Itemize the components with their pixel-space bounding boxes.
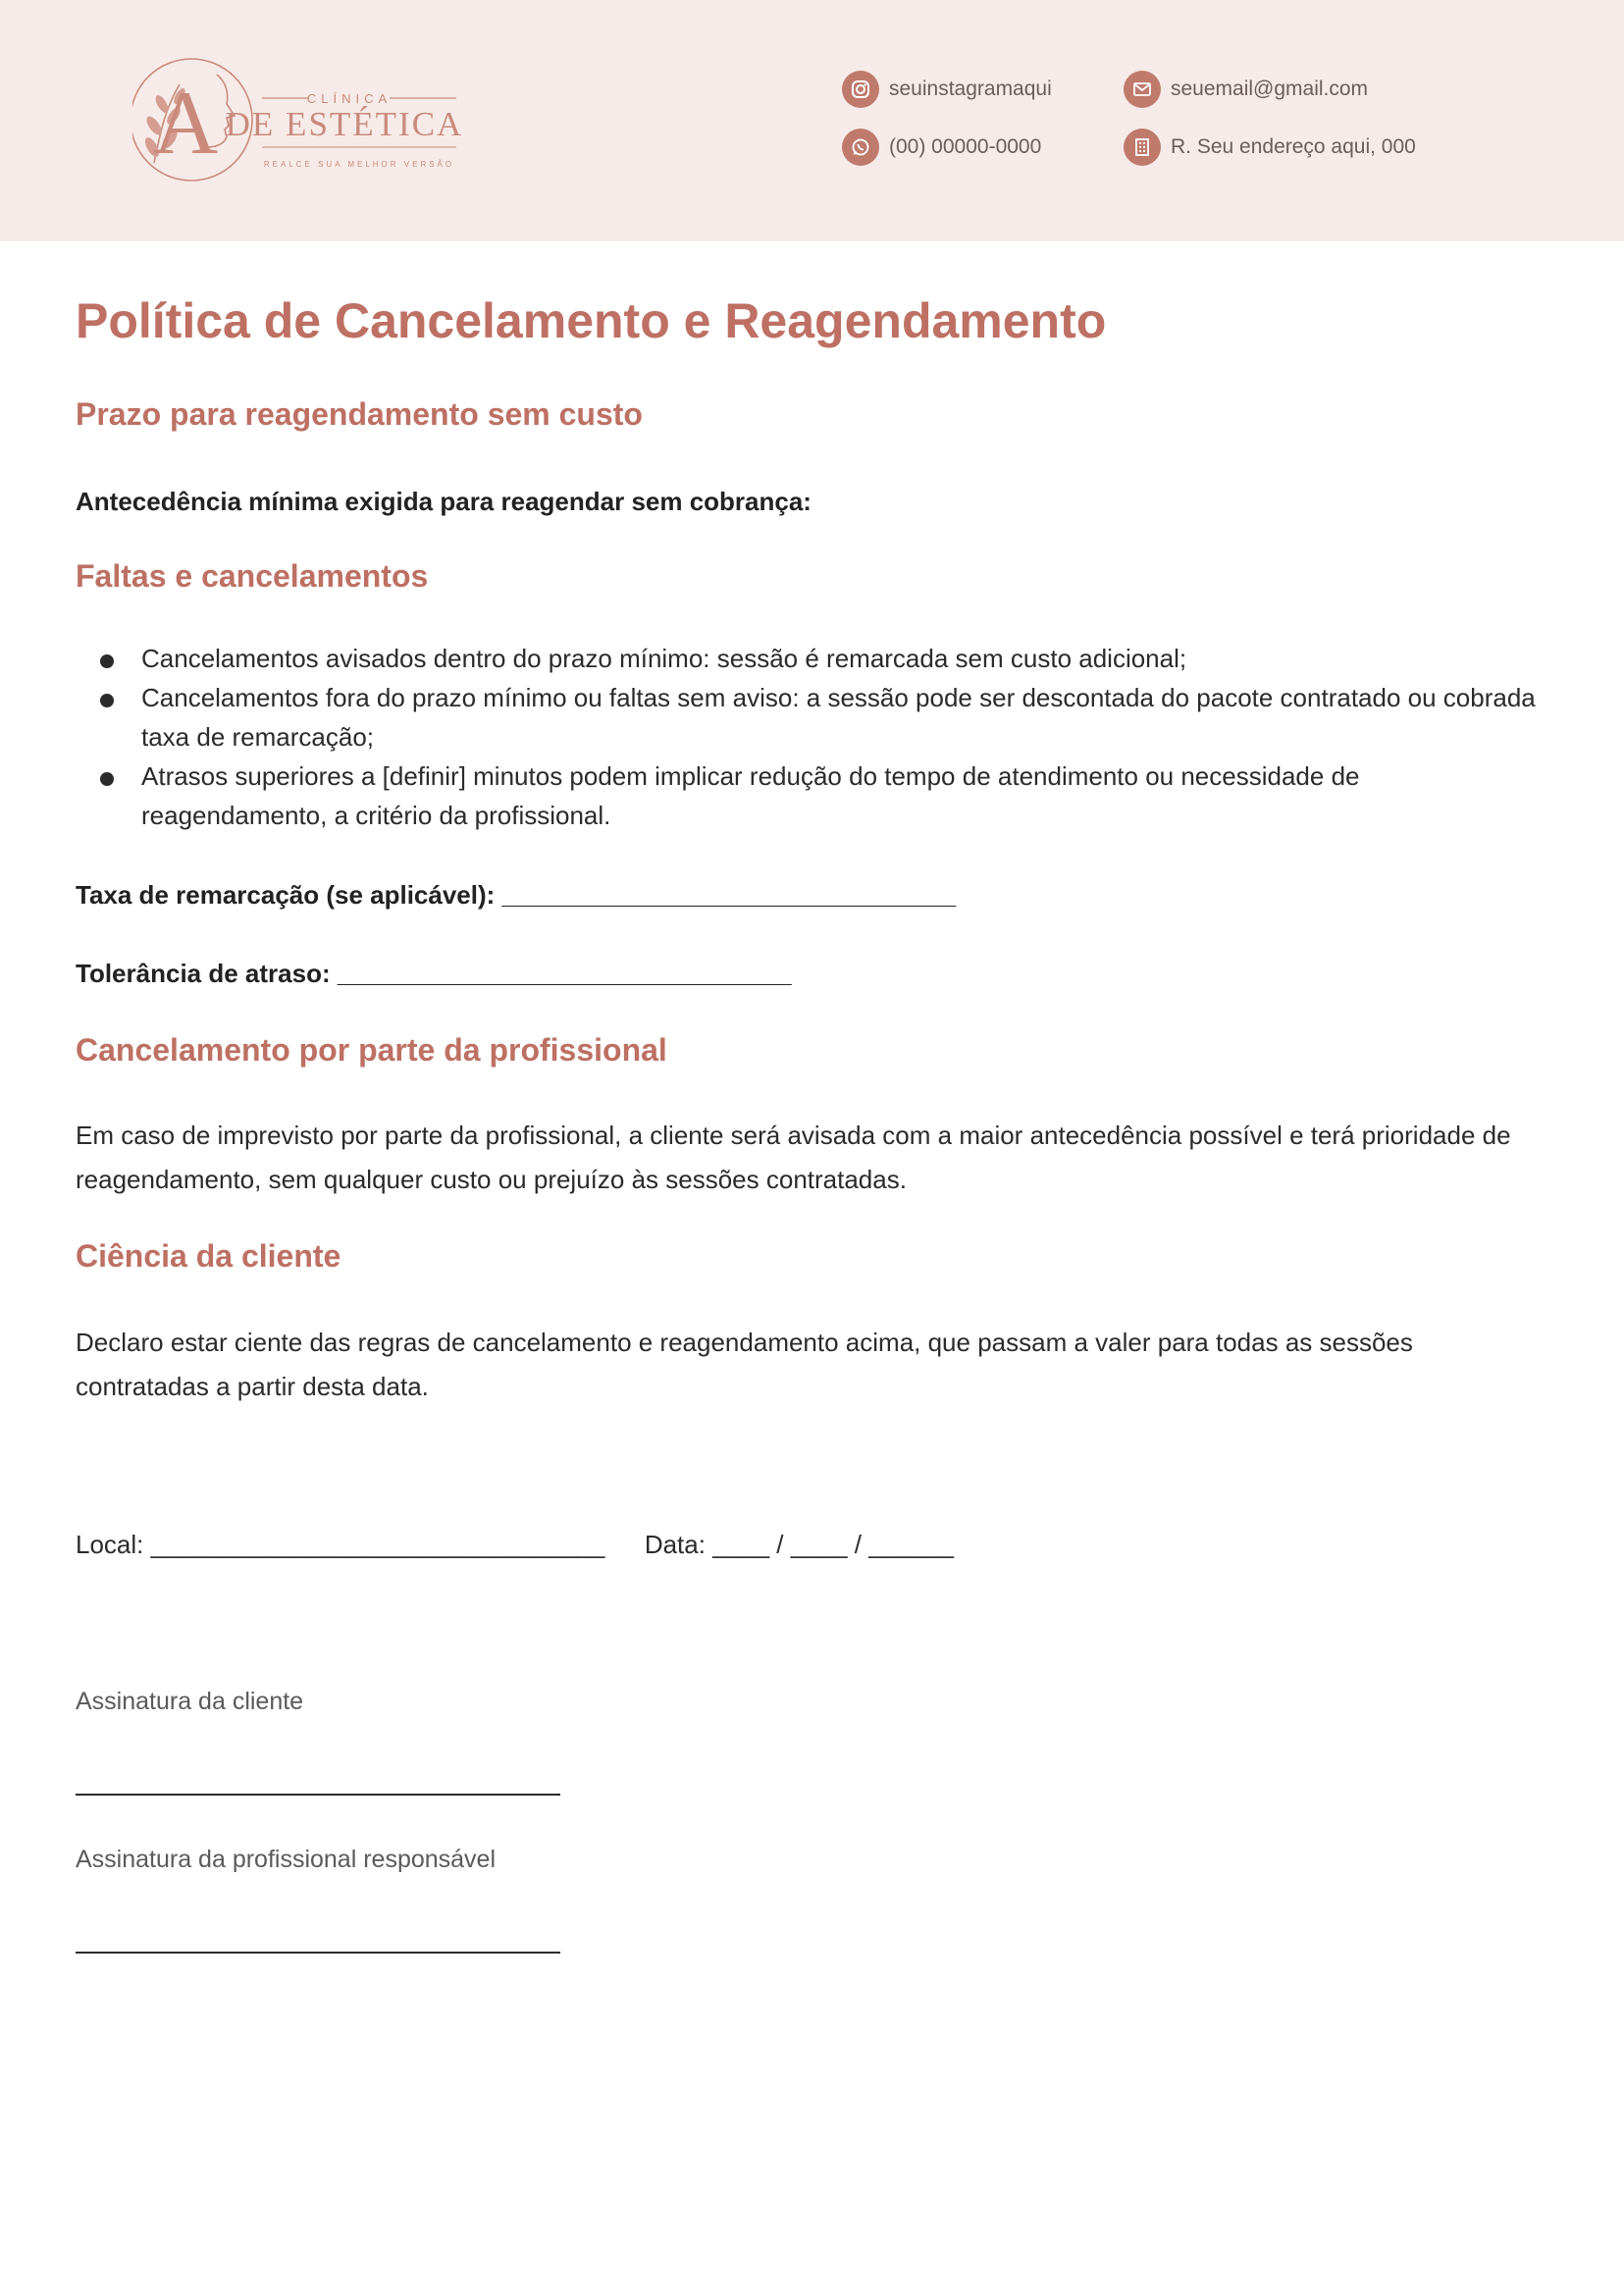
contact-phone[interactable] (842, 129, 1041, 166)
professional-signature-label: Assinatura da profissional responsável (76, 1846, 497, 1873)
envelope-icon (1124, 71, 1161, 108)
section-heading-professional-cancel: Cancelamento por parte da profissional (76, 1032, 667, 1068)
clinic-logo (132, 57, 476, 186)
header-band (0, 0, 1624, 241)
professional-cancel-text: Em caso de imprevisto por parte da profissional, a cliente será avisada com a maior antecedência possível e terá prioridade de reagendamento, sem qualquer custo ou prejuízo às sessões contratadas. (76, 1121, 1511, 1194)
phone-number: (00) 00000-0000 (889, 135, 1042, 158)
rescheduling-fee-label: Taxa de remarcação (se aplicável): (76, 880, 496, 910)
instagram-handle: seuinstagramaqui (889, 78, 1052, 100)
instagram-icon (842, 71, 879, 108)
section-heading-absences: Faltas e cancelamentos (76, 558, 429, 594)
local-date-line (76, 1530, 954, 1560)
professional-signature-line[interactable] (76, 1952, 560, 1954)
address-text: R. Seu endereço aqui, 000 (1171, 135, 1416, 158)
section-heading-client-awareness: Ciência da cliente (76, 1238, 341, 1274)
client-signature-line[interactable] (76, 1794, 560, 1796)
rescheduling-fee-blank[interactable]: ________________________________ (501, 880, 957, 910)
contact-instagram[interactable] (842, 71, 1052, 108)
page-title: Política de Cancelamento e Reagendamento (76, 293, 1107, 348)
svg-text:A: A (152, 73, 219, 173)
delay-tolerance-field[interactable] (76, 959, 792, 989)
absence-rules-list (76, 639, 1547, 835)
contact-address[interactable] (1124, 129, 1416, 166)
local-label: Local: (76, 1530, 144, 1559)
email-address: seuemail@gmail.com (1171, 78, 1369, 100)
svg-text:CLÍNICA: CLÍNICA (306, 91, 393, 106)
svg-text:DE ESTÉTICA: DE ESTÉTICA (225, 105, 464, 143)
delay-tolerance-blank[interactable]: ________________________________ (337, 959, 792, 988)
date-label: Data: (644, 1530, 706, 1559)
client-signature-label: Assinatura da cliente (76, 1688, 304, 1715)
building-icon (1124, 129, 1161, 166)
list-item: Cancelamentos avisados dentro do prazo mínimo: sessão é remarcada sem custo adicional; (76, 639, 1547, 678)
date-blank[interactable]: ____ / ____ / ______ (712, 1530, 954, 1559)
list-item: Cancelamentos fora do prazo mínimo ou faltas sem aviso: a sessão pode ser descontada do pacote contratado ou cobrada taxa de remarcação; (76, 678, 1547, 756)
local-blank[interactable]: ________________________________ (150, 1530, 605, 1559)
delay-tolerance-label: Tolerância de atraso: (76, 959, 331, 988)
contact-email[interactable] (1124, 71, 1368, 108)
whatsapp-icon (842, 129, 879, 166)
svg-text:REALCE SUA MELHOR VERSÃO: REALCE SUA MELHOR VERSÃO (263, 160, 455, 169)
min-notice-label: Antecedência mínima exigida para reagendar sem cobrança: (76, 487, 812, 516)
client-awareness-text: Declaro estar ciente das regras de cancelamento e reagendamento acima, que passam a valer para todas as sessões contratadas a partir desta data. (76, 1328, 1413, 1401)
rescheduling-fee-field[interactable] (76, 880, 956, 911)
list-item: Atrasos superiores a [definir] minutos podem implicar redução do tempo de atendimento ou necessidade de reagendamento, a critério da profissional. (76, 756, 1547, 835)
section-heading-reschedule: Prazo para reagendamento sem custo (76, 396, 643, 432)
